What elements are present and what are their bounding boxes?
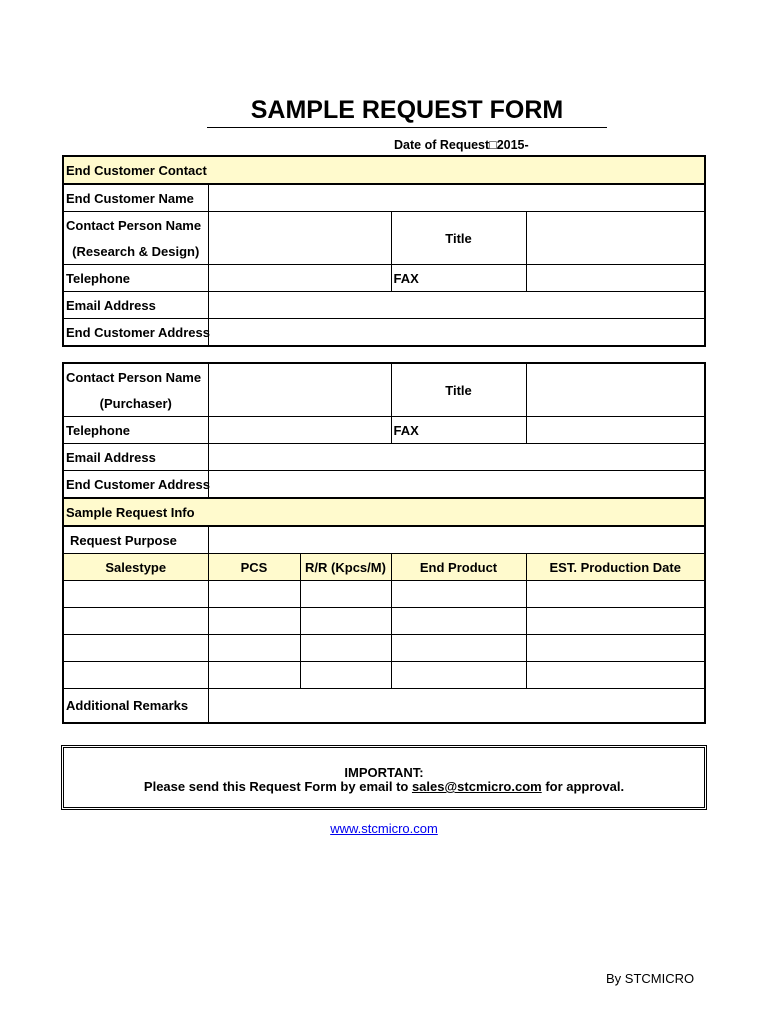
column-header-end-product: End Product [391,554,526,581]
sample-row [63,662,705,689]
column-header-est-production-date: EST. Production Date [526,554,705,581]
purchaser-address-label: End Customer Address [63,471,208,499]
rr-cell[interactable] [300,662,391,689]
column-header-rr: R/R (Kpcs/M) [300,554,391,581]
column-header-salestype: Salestype [63,554,208,581]
sample-row [63,581,705,608]
purchaser-telephone-field[interactable] [208,417,391,444]
end-product-cell[interactable] [391,635,526,662]
telephone-label: Telephone [63,265,208,292]
notice-text-before: Please send this Request Form by email to [143,779,412,794]
notice-text [64,779,704,794]
section-heading-end-customer-contact: End Customer Contact [63,156,705,184]
rr-cell[interactable] [300,581,391,608]
purchaser-sublabel: (Purchaser) [63,390,208,417]
sales-email-link[interactable]: sales@stcmicro.com [411,779,542,794]
notice-text-after: for approval. [541,779,625,794]
purchaser-title-label: Title [391,363,526,417]
column-header-pcs: PCS [208,554,300,581]
telephone-field[interactable] [208,265,391,292]
rr-cell[interactable] [300,635,391,662]
website-row [0,821,768,836]
footer-credit: By STCMICRO [606,971,695,986]
request-purpose-label: Request Purpose [63,526,208,554]
email-address-field[interactable] [208,292,705,319]
salestype-cell[interactable] [63,608,208,635]
salestype-cell[interactable] [63,635,208,662]
est-production-date-cell[interactable] [526,635,705,662]
contact-person-name-label: Contact Person Name [63,212,208,239]
request-purpose-field[interactable] [208,526,705,554]
end-product-cell[interactable] [391,608,526,635]
purchaser-and-sample-table [62,362,706,724]
email-address-label: Email Address [63,292,208,319]
important-notice-box [61,745,707,810]
title-underline [207,127,607,128]
purchaser-email-label: Email Address [63,444,208,471]
purchaser-contact-name-label: Contact Person Name [63,363,208,390]
end-customer-name-field[interactable] [208,184,705,212]
additional-remarks-label: Additional Remarks [63,689,208,724]
website-link[interactable]: www.stcmicro.com [330,821,438,836]
notice-heading: IMPORTANT: [344,765,424,780]
end-product-cell[interactable] [391,581,526,608]
rr-cell[interactable] [300,608,391,635]
date-of-request-label: Date of Request□2015- [394,138,529,152]
section-heading-sample-request-info: Sample Request Info [63,498,705,526]
purchaser-telephone-label: Telephone [63,417,208,444]
end-customer-address-label: End Customer Address [63,319,208,347]
pcs-cell[interactable] [208,662,300,689]
purchaser-fax-label: FAX [391,417,526,444]
est-production-date-cell[interactable] [526,662,705,689]
est-production-date-cell[interactable] [526,581,705,608]
est-production-date-cell[interactable] [526,608,705,635]
fax-label: FAX [391,265,526,292]
end-product-cell[interactable] [391,662,526,689]
end-customer-address-field[interactable] [208,319,705,347]
sample-row [63,608,705,635]
pcs-cell[interactable] [208,608,300,635]
purchaser-contact-name-field[interactable] [208,363,391,417]
end-customer-contact-table [62,155,706,347]
purchaser-address-field[interactable] [208,471,705,499]
sample-row [63,635,705,662]
title-label: Title [391,212,526,265]
purchaser-email-field[interactable] [208,444,705,471]
form-title: SAMPLE REQUEST FORM [250,96,564,124]
contact-person-sublabel: (Research & Design) [63,238,208,265]
purchaser-title-field[interactable] [526,363,705,417]
salestype-cell[interactable] [63,662,208,689]
additional-remarks-field[interactable] [208,689,705,724]
title-field[interactable] [526,212,705,265]
end-customer-name-label: End Customer Name [63,184,208,212]
purchaser-fax-field[interactable] [526,417,705,444]
contact-person-name-field[interactable] [208,212,391,265]
pcs-cell[interactable] [208,635,300,662]
fax-field[interactable] [526,265,705,292]
pcs-cell[interactable] [208,581,300,608]
salestype-cell[interactable] [63,581,208,608]
